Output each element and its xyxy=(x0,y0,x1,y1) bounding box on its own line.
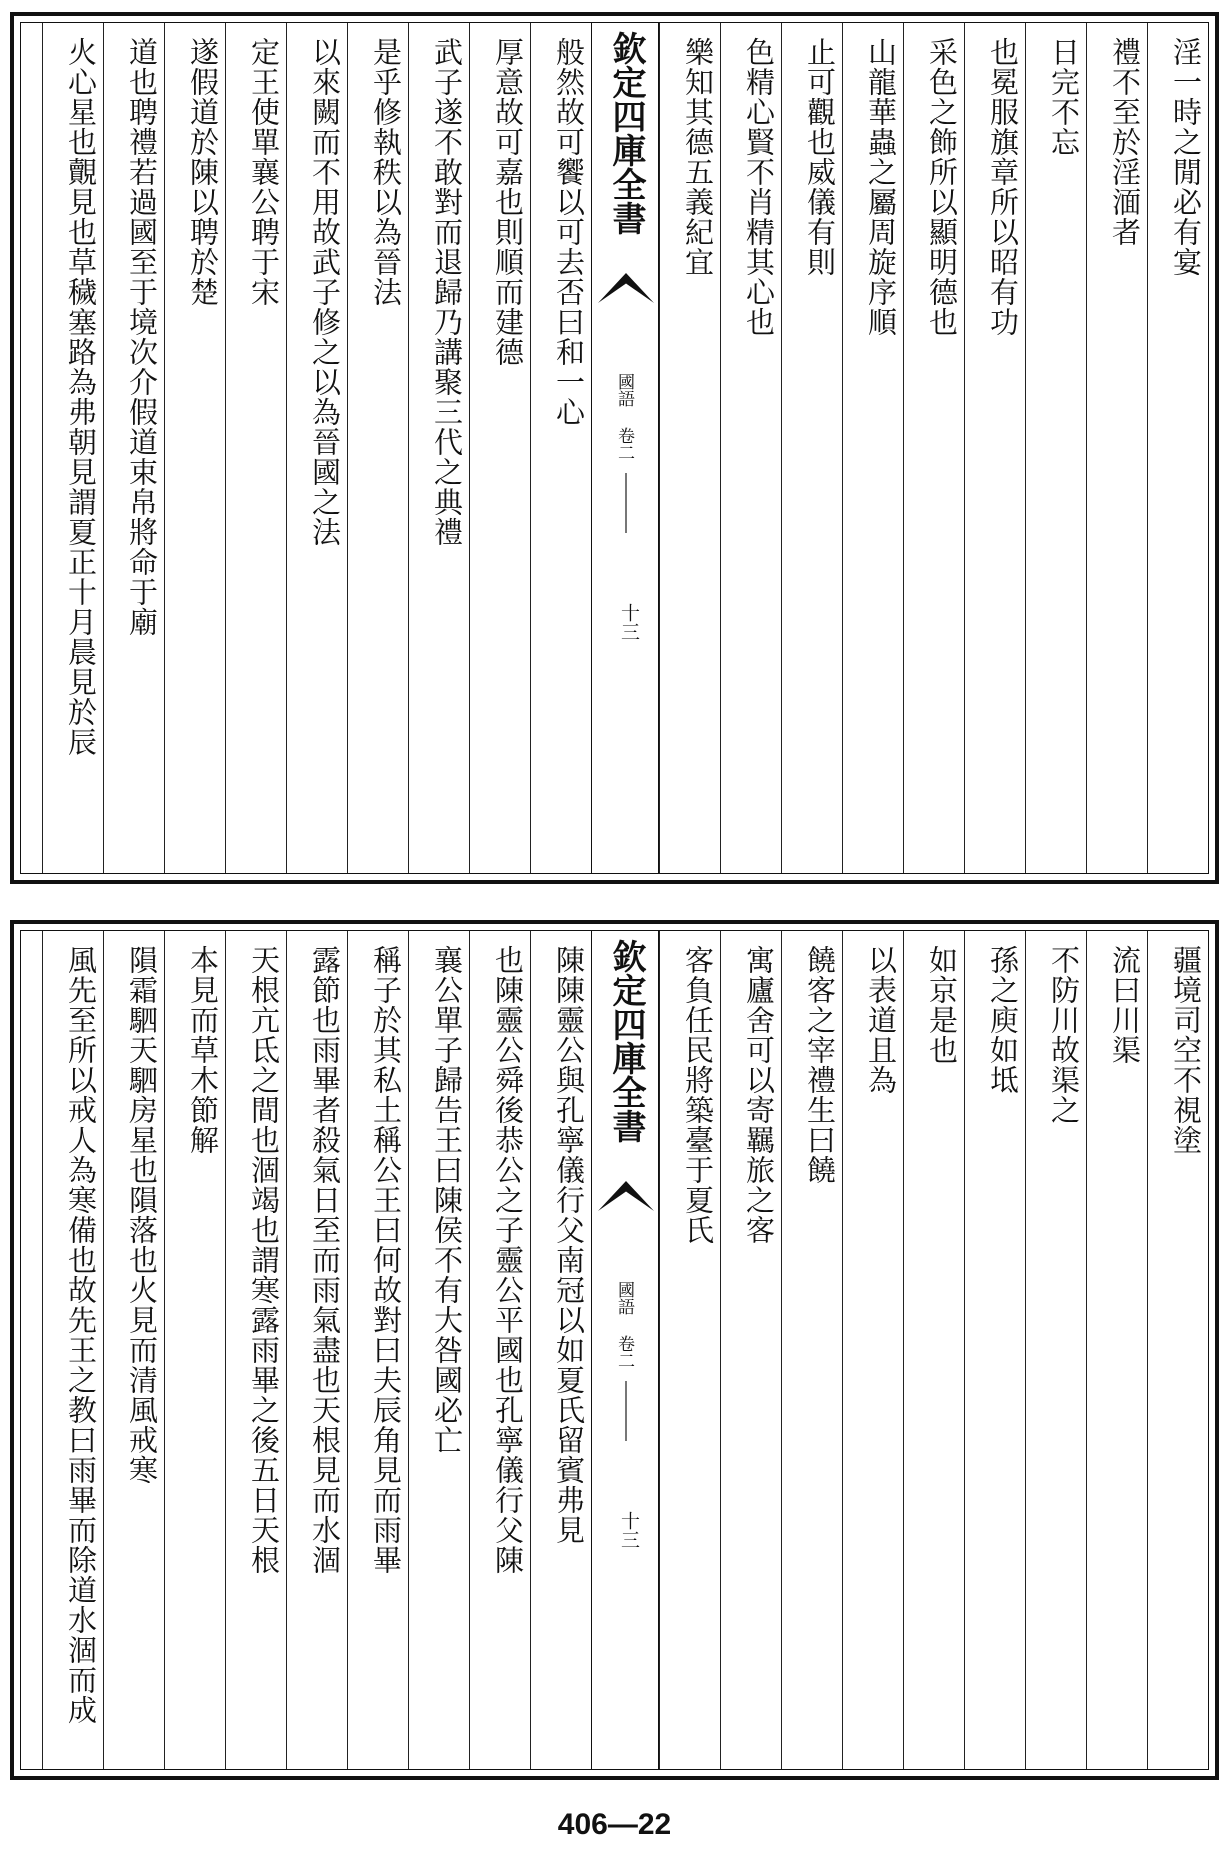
upper-page-column-left-2: 厚意故可嘉也則順而建德 xyxy=(469,23,530,873)
upper-page-column-left-7: 遂假道於陳以聘於楚 xyxy=(164,23,225,873)
lower-page xyxy=(10,920,1219,1780)
lower-page-frame xyxy=(20,930,1209,1770)
lower-page-column-right-9: 客負任民將築臺于夏氏 xyxy=(659,931,720,1769)
lower-page-column-left-1: 陳陳靈公與孔寧儀行父南冠以如夏氏留賓弗見 xyxy=(530,931,591,1769)
upper-page-frame xyxy=(20,22,1209,874)
lower-page-column-right-5: 如京是也 xyxy=(903,931,964,1769)
upper-page-column-left-5: 以來闕而不用故武子修之以為晉國之法 xyxy=(286,23,347,873)
lower-page-column-left-8: 隕霜駟天駟房星也隕落也火見而清風戒寒 xyxy=(103,931,164,1769)
lower-page-columns xyxy=(21,931,1208,1769)
lower-page-column-left-9: 風先至所以戒人為寒備也故先王之教曰雨畢而除道水涸而成 xyxy=(42,931,103,1769)
lower-page-column-left-5: 露節也雨畢者殺氣日至而雨氣盡也天根見而水涸 xyxy=(286,931,347,1769)
upper-page-banner-rule xyxy=(625,473,627,533)
lower-page-column-left-6: 天根亢氐之間也涸竭也謂寒露雨畢之後五日天根 xyxy=(225,931,286,1769)
upper-page-column-right-6: 山龍華蟲之屬周旋序順 xyxy=(842,23,903,873)
lower-page-column-right-7: 饒客之宰禮生曰饒 xyxy=(781,931,842,1769)
page-footer-number: 406—22 xyxy=(557,1808,672,1841)
upper-page-column-right-2: 禮不至於淫湎者 xyxy=(1086,23,1147,873)
lower-page-column-right-6: 以表道且為 xyxy=(842,931,903,1769)
upper-page-column-left-1: 般然故可饗以可去否曰和一心 xyxy=(530,23,591,873)
lower-page-column-right-8: 寓廬舍可以寄羈旅之客 xyxy=(720,931,781,1769)
upper-page-column-right-1: 淫一時之閒必有宴 xyxy=(1147,23,1208,873)
lower-page-juan-label: 國語 卷二 xyxy=(614,1281,634,1369)
lower-page-banner-title: 欽定四庫全書 xyxy=(606,939,646,1143)
lower-page-column-left-4: 稱子於其私土稱公王曰何故對曰夫辰角見而雨畢 xyxy=(347,931,408,1769)
upper-page-column-right-8: 色精心賢不肖精其心也 xyxy=(720,23,781,873)
upper-page-center-banner xyxy=(591,23,659,873)
lower-page-column-left-2: 也陳靈公舜後恭公之子靈公平國也孔寧儀行父陳 xyxy=(469,931,530,1769)
upper-page-column-right-9: 樂知其德五義紀宜 xyxy=(659,23,720,873)
upper-page-juan-label: 國語 卷二 xyxy=(614,373,634,461)
lower-page-fish-tail-mark xyxy=(598,1181,654,1211)
upper-page-column-left-8: 道也聘禮若過國至于境次介假道束帛將命于廟 xyxy=(103,23,164,873)
lower-page-column-left-3: 襄公單子歸告王曰陳侯不有大咎國必亡 xyxy=(408,931,469,1769)
upper-page-column-left-6: 定王使單襄公聘于宋 xyxy=(225,23,286,873)
upper-page-column-right-5: 采色之飾所以顯明德也 xyxy=(903,23,964,873)
lower-page-column-right-4: 孫之庾如坻 xyxy=(964,931,1025,1769)
upper-page-column-right-4: 也冕服旗章所以昭有功 xyxy=(964,23,1025,873)
lower-page-center-banner xyxy=(591,931,659,1769)
upper-page-page-number: 十三 xyxy=(618,603,640,641)
lower-page-page-number: 十三 xyxy=(618,1511,640,1549)
upper-page-banner-title: 欽定四庫全書 xyxy=(606,31,646,235)
upper-page-column-left-4: 是乎修執秩以為晉法 xyxy=(347,23,408,873)
upper-page xyxy=(10,12,1219,884)
upper-page-fish-tail-mark xyxy=(598,273,654,303)
upper-page-column-left-9: 火心星也覿見也草穢塞路為弗朝見謂夏正十月晨見於辰 xyxy=(42,23,103,873)
lower-page-column-left-7: 本見而草木節解 xyxy=(164,931,225,1769)
upper-page-column-left-3: 武子遂不敢對而退歸乃講聚三代之典禮 xyxy=(408,23,469,873)
upper-page-column-right-3: 日完不忘 xyxy=(1025,23,1086,873)
lower-page-column-right-3: 不防川故渠之 xyxy=(1025,931,1086,1769)
lower-page-banner-rule xyxy=(625,1381,627,1441)
lower-page-column-right-1: 疆境司空不視塗 xyxy=(1147,931,1208,1769)
upper-page-column-right-7: 止可觀也威儀有則 xyxy=(781,23,842,873)
upper-page-columns xyxy=(21,23,1208,873)
lower-page-column-right-2: 流曰川渠 xyxy=(1086,931,1147,1769)
